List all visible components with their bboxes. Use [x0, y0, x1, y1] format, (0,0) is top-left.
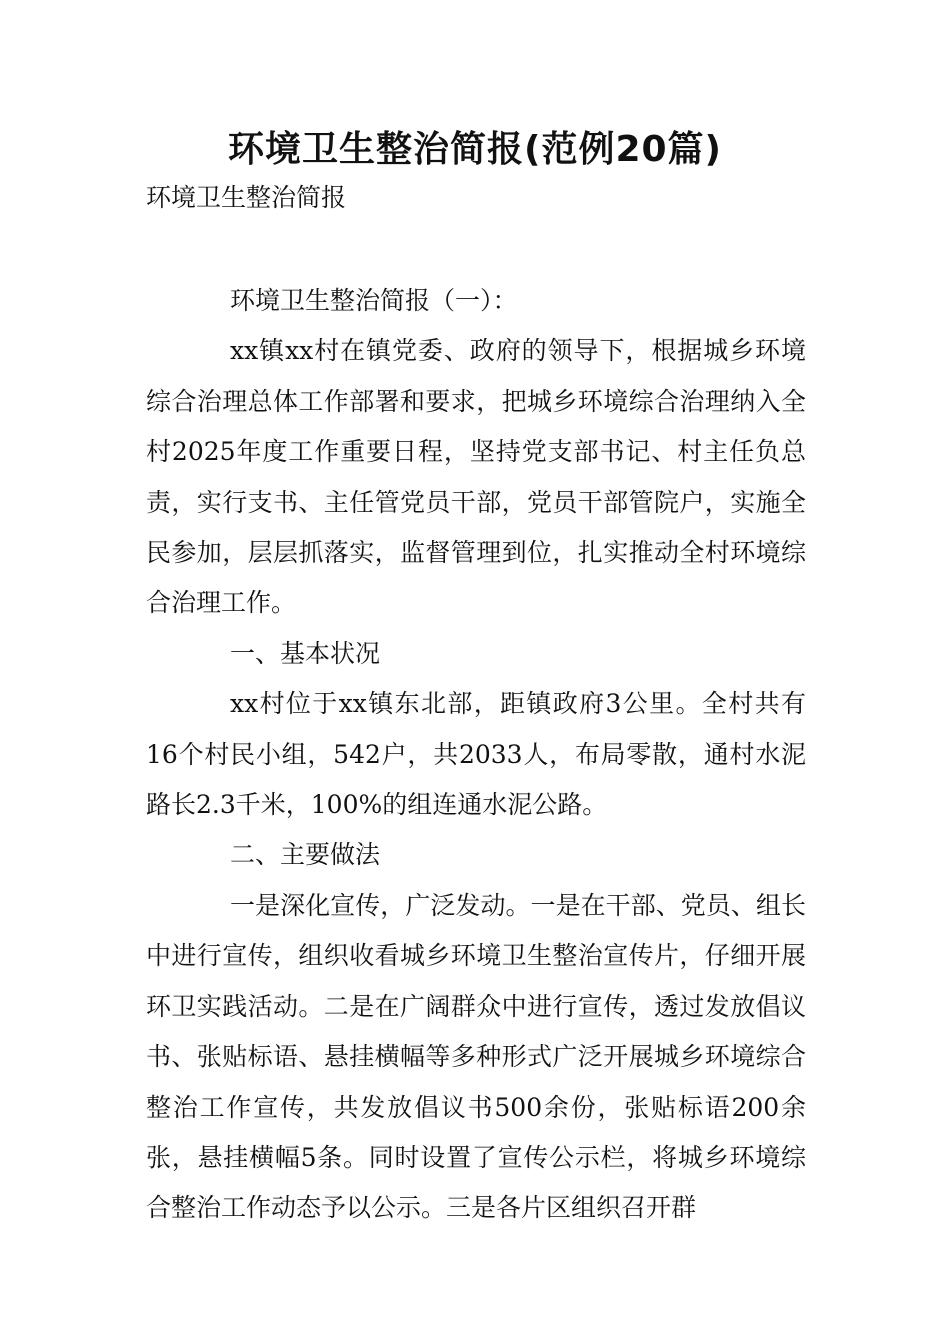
document-subtitle: 环境卫生整治简报 [146, 183, 347, 212]
page-title: 环境卫生整治简报(范例20篇) [227, 129, 722, 170]
paragraph-main-practices: 一是深化宣传，广泛发动。一是在干部、党员、组长中进行宣传，组织收看城乡环境卫生整治宣传片，仔细开展环卫实践活动。二是在广阔群众中进行宣传，透过发放倡议书、张贴标语、悬挂横幅等多种形式广泛开展城乡环境综合整治工作宣传，共发放倡议书500余份，张贴标语200余张，悬挂横幅5条。同时设置了宣传公示栏，将城乡环境综合整治工作动态予以公示。三是各片区组织召开群 [146, 890, 806, 1223]
document-body [146, 276, 806, 1234]
paragraph-intro: xx镇xx村在镇党委、政府的领导下，根据城乡环境综合治理总体工作部署和要求，把城乡环境综合治理纳入全村2025年度工作重要日程，坚持党支部书记、村主任负总责，实行支书、主任管党员干部，党员干部管院户，实施全民参加，层层抓落实，监督管理到位，扎实推动全村环境综合治理工作。 [146, 336, 806, 618]
section-heading-basic-situation: 一、基本状况 [230, 638, 381, 668]
section-heading-brief-one: 环境卫生整治简报（一）： [230, 286, 518, 315]
paragraph-basic-situation: xx村位于xx镇东北部，距镇政府3公里。全村共有16个村民小组，542户，共2033人，布局零散，通村水泥路长2.3千米，100%的组连通水泥公路。 [146, 689, 806, 820]
section-heading-main-practices: 二、主要做法 [230, 840, 381, 870]
